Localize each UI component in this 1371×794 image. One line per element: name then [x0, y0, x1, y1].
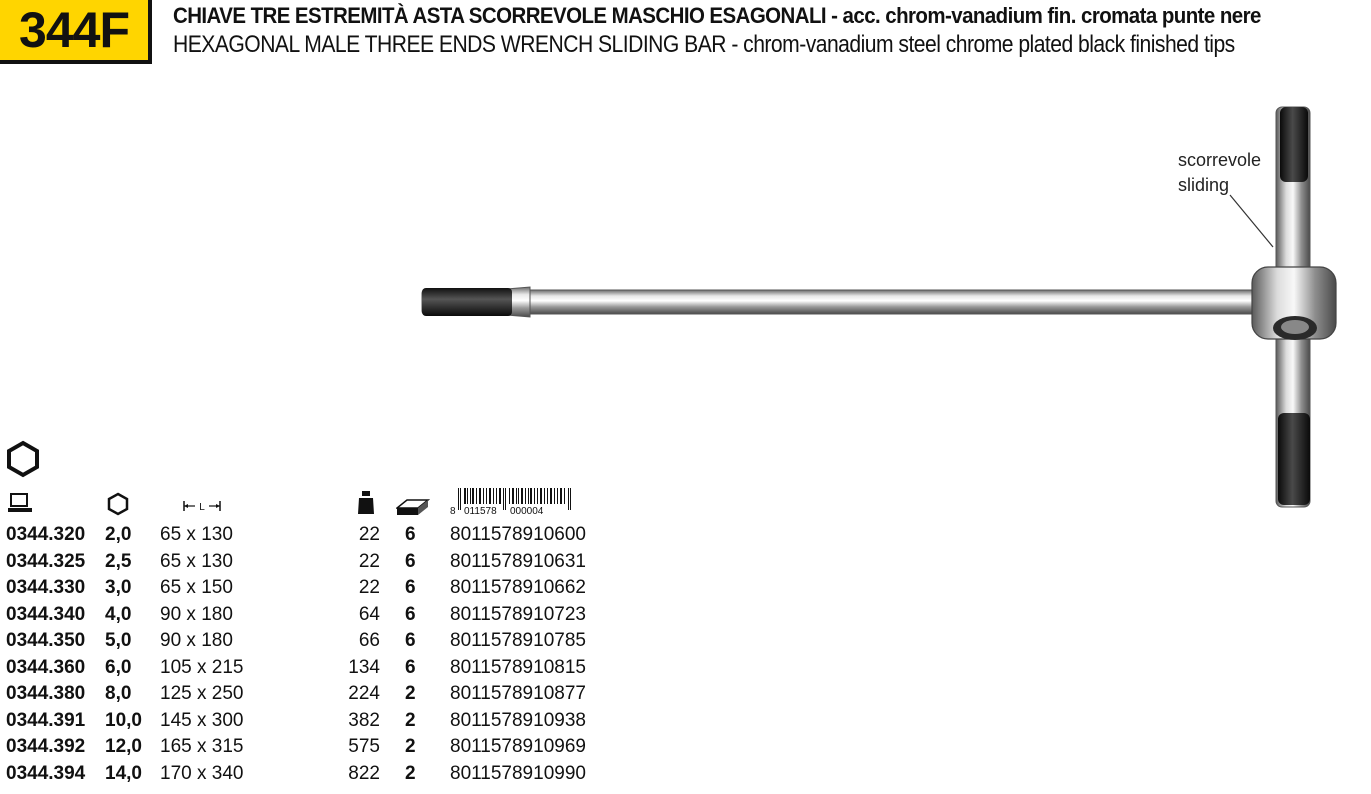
weight: 22	[358, 550, 380, 572]
hex-size: 6,0	[105, 656, 132, 678]
ean-code: 8011578910969	[450, 736, 586, 757]
item-code: 0344.392	[6, 736, 86, 757]
weight: 22	[358, 524, 380, 545]
pack-qty: 2	[405, 709, 416, 731]
item-code: 0344.380	[6, 683, 86, 704]
barcode-right-digits: 000004	[510, 506, 544, 517]
ean-code: 8011578910990	[450, 762, 586, 784]
weight: 575	[348, 736, 380, 757]
weight: 66	[358, 630, 380, 651]
dimensions: 65 x 150	[160, 577, 233, 598]
dimensions: 90 x 180	[160, 603, 233, 625]
table-row	[0, 577, 600, 603]
ean-code: 8011578910600	[450, 524, 586, 545]
hex-size: 14,0	[105, 762, 142, 784]
barcode-left-digit: 8	[450, 506, 456, 517]
ean-code: 8011578910938	[450, 709, 586, 731]
dimensions: 105 x 215	[160, 656, 244, 678]
sliding-callout	[1178, 148, 1261, 198]
pack-qty: 6	[405, 656, 416, 678]
hex-size: 2,0	[105, 524, 132, 545]
table-row	[0, 524, 600, 550]
table-row	[0, 683, 600, 709]
ean-code: 8011578910785	[450, 630, 586, 651]
ean-code: 8011578910877	[450, 683, 586, 704]
item-code: 0344.320	[6, 524, 86, 545]
table-row	[0, 763, 600, 789]
item-code: 0344.350	[6, 630, 86, 651]
barcode-mid-digits: 011578	[464, 506, 497, 517]
barcode-icon	[450, 488, 585, 518]
ean-code: 8011578910723	[450, 603, 586, 625]
callout-italian: scorrevole	[1178, 150, 1262, 170]
dimensions: 65 x 130	[160, 524, 233, 545]
dimensions: 90 x 180	[160, 630, 233, 651]
item-code: 0344.330	[6, 577, 86, 598]
weight: 64	[358, 603, 380, 625]
dimensions: 145 x 300	[160, 709, 244, 731]
length-icon	[182, 498, 222, 514]
hex-size: 12,0	[105, 736, 142, 757]
weight: 22	[358, 577, 380, 598]
pack-qty: 2	[405, 683, 416, 704]
ean-code: 8011578910662	[450, 577, 586, 598]
hex-size: 10,0	[105, 709, 142, 731]
table-row	[0, 630, 600, 656]
pack-qty: 6	[405, 603, 416, 625]
ean-code: 8011578910815	[450, 656, 586, 678]
item-code: 0344.325	[6, 550, 86, 572]
item-code: 0344.360	[6, 656, 86, 678]
weight: 822	[348, 762, 380, 784]
package-icon	[396, 494, 430, 516]
hex-size: 3,0	[105, 577, 132, 598]
title-italian: CHIAVE TRE ESTREMITÀ ASTA SCORREVOLE MASCHIO ESAGONALI - acc. chrom-vanadium fin. cromata punte nere	[173, 3, 1261, 28]
pack-qty: 6	[405, 524, 416, 545]
hex-size-icon	[106, 492, 130, 516]
hex-size: 2,5	[105, 550, 132, 572]
dimensions: 125 x 250	[160, 683, 244, 704]
item-code: 0344.340	[6, 603, 86, 625]
pack-qty: 6	[405, 630, 416, 651]
pack-qty: 2	[405, 736, 416, 757]
table-row	[0, 604, 600, 630]
hex-size: 8,0	[105, 683, 132, 704]
weight: 382	[348, 709, 380, 731]
item-code: 0344.394	[6, 762, 86, 784]
table-row	[0, 551, 600, 577]
table-row	[0, 710, 600, 736]
hex-size: 5,0	[105, 630, 132, 651]
weight: 134	[348, 656, 380, 678]
item-code: 0344.391	[6, 709, 86, 731]
length-label: L	[199, 502, 205, 513]
pack-qty: 6	[405, 550, 416, 572]
weight-icon	[356, 490, 376, 516]
catalog-code-icon	[8, 492, 34, 514]
hex-size: 4,0	[105, 603, 132, 625]
title-english: HEXAGONAL MALE THREE ENDS WRENCH SLIDING BAR - chrom-vanadium steel chrome plated black finished tips	[173, 31, 1235, 58]
hexagon-icon	[5, 440, 41, 478]
weight: 224	[348, 683, 380, 704]
pack-qty: 6	[405, 577, 416, 598]
table-row	[0, 736, 600, 762]
table-row	[0, 657, 600, 683]
dimensions: 65 x 130	[160, 550, 233, 572]
dimensions: 165 x 315	[160, 736, 244, 757]
callout-english: sliding	[1178, 175, 1230, 195]
ean-code: 8011578910631	[450, 550, 586, 572]
product-code-badge: 344F	[0, 0, 152, 64]
pack-qty: 2	[405, 762, 416, 784]
dimensions: 170 x 340	[160, 762, 244, 784]
